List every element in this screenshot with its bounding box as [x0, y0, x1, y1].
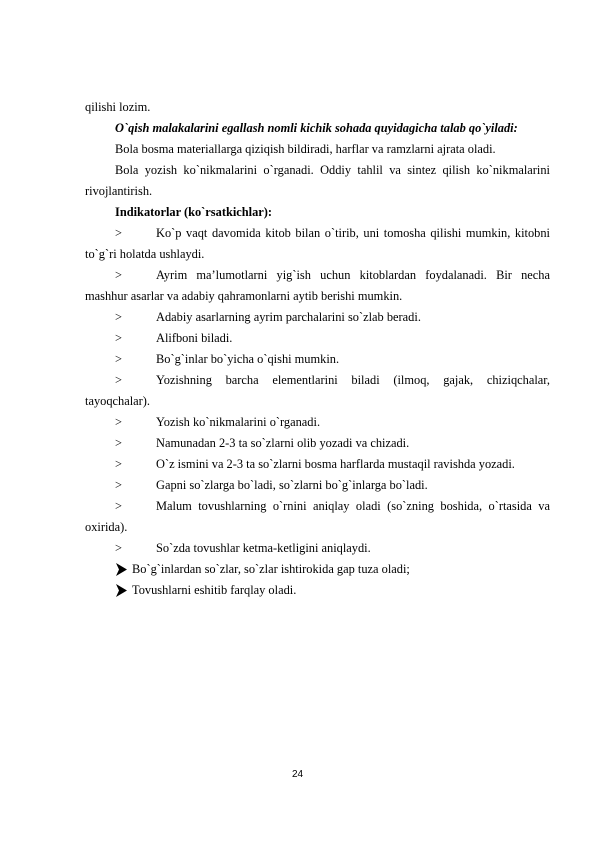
list-item-text: Gapni so`zlarga bo`ladi, so`zlarni bo`g`inlarga bo`ladi.: [156, 478, 428, 492]
list-item-text: So`zda tovushlar ketma-ketligini aniqlaydi.: [156, 541, 371, 555]
list-item: [85, 349, 550, 370]
list-marker: >: [115, 436, 122, 450]
list-item-text: Yozish ko`nikmalarini o`rganadi.: [156, 415, 321, 429]
list-marker: >: [115, 373, 122, 387]
list-item: [85, 328, 550, 349]
list-marker: >: [115, 331, 122, 345]
list-item-text: Ayrim ma’lumotlarni yig`ish uchun kitoblardan foydalanadi. Bir necha mashhur asarlar va adabiy qahramonlarni aytib berishi mumkin.: [85, 268, 550, 303]
paragraph-writing-skills: Bola yozish ko`nikmalarini o`rganadi. Oddiy tahlil va sintez qilish ko`nikmalarini rivojlantirish.: [85, 163, 550, 198]
body-text: [85, 97, 550, 601]
intro-line: qilishi lozim.: [85, 100, 151, 114]
list-item: [85, 538, 550, 559]
list-item-text: Malum tovushlarning o`rnini aniqlay oladi (so`zning boshida, o`rtasida va oxirida).: [85, 499, 550, 534]
list-marker: >: [115, 268, 122, 282]
list-item: [85, 496, 550, 538]
list-item-text: Yozishning barcha elementlarini biladi (ilmoq, gajak, chiziqchalar, tayoqchalar).: [85, 373, 550, 408]
arrow-list: [85, 559, 550, 601]
list-item: [85, 265, 550, 307]
list-marker: >: [115, 478, 122, 492]
list-item: [85, 370, 550, 412]
section-heading: O`qish malakalarini egallash nomli kichik sohada quyidagicha talab qo`yiladi:: [115, 121, 518, 135]
list-marker: >: [115, 352, 122, 366]
list-item: [85, 412, 550, 433]
list-item: [85, 223, 550, 265]
arrow-list-item: [85, 580, 550, 601]
list-item: [85, 433, 550, 454]
list-marker: >: [115, 226, 122, 240]
list-marker: >: [115, 499, 122, 513]
list-item-text: Namunadan 2-3 ta so`zlarni olib yozadi va chizadi.: [156, 436, 410, 450]
paragraph-interest: Bola bosma materiallarga qiziqish bildiradi, harflar va ramzlarni ajrata oladi.: [115, 142, 496, 156]
indicators-title: Indikatorlar (ko`rsatkichlar):: [115, 205, 273, 219]
list-marker: >: [115, 541, 122, 555]
list-item-text: Ko`p vaqt davomida kitob bilan o`tirib, uni tomosha qilishi mumkin, kitobni to`g`ri holatda ushlaydi.: [85, 226, 550, 261]
list-item-text: Bo`g`inlar bo`yicha o`qishi mumkin.: [156, 352, 340, 366]
page-number: 24: [291, 769, 304, 780]
arrow-list-item: [85, 559, 550, 580]
arrow-bullet-icon: [115, 584, 127, 597]
list-item-text: Adabiy asarlarning ayrim parchalarini so`zlab beradi.: [156, 310, 421, 324]
list-item: [85, 475, 550, 496]
list-item: [85, 454, 550, 475]
list-marker: >: [115, 415, 122, 429]
arrow-list-item-text: Tovushlarni eshitib farqlay oladi.: [132, 583, 297, 597]
arrow-bullet-icon: [115, 563, 127, 576]
list-item-text: Alifboni biladi.: [156, 331, 233, 345]
list-marker: >: [115, 457, 122, 471]
list-item: [85, 307, 550, 328]
indicator-list: [85, 223, 550, 559]
arrow-list-item-text: Bo`g`inlardan so`zlar, so`zlar ishtirokida gap tuza oladi;: [132, 562, 410, 576]
list-marker: >: [115, 310, 122, 324]
list-item-text: O`z ismini va 2-3 ta so`zlarni bosma harflarda mustaqil ravishda yozadi.: [156, 457, 515, 471]
